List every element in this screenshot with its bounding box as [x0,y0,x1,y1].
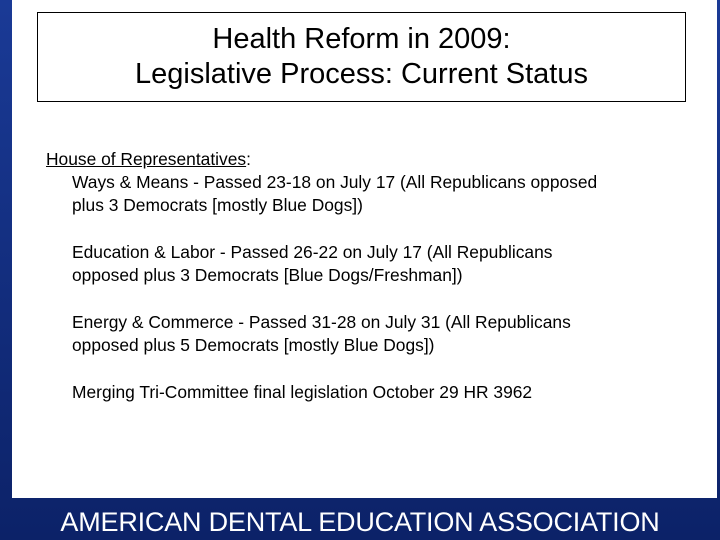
bullet-line: Ways & Means - Passed 23-18 on July 17 (All Republicans opposed [72,172,598,192]
section-heading-colon: : [246,149,251,169]
slide-title-line-2: Legislative Process: Current Status [135,58,588,90]
bullet-line: Merging Tri-Committee final legislation October 29 HR 3962 [72,382,533,402]
bullet-item-tri-committee [72,381,696,404]
section-heading-text: House of Representatives [46,149,247,169]
bullet-item-ways-means [72,171,696,217]
slide-body [46,148,696,404]
bullet-item-energy-commerce [72,311,696,357]
footer-organization-name: AMERICAN DENTAL EDUCATION ASSOCIATION [60,507,660,537]
bullet-line: Energy & Commerce - Passed 31-28 on July 31 (All Republicans [72,312,571,332]
footer-banner [0,504,720,540]
bullet-item-education-labor [72,241,696,287]
slide-title-line-1: Health Reform in 2009: [212,23,511,55]
bullet-line: Education & Labor - Passed 26-22 on July 17 (All Republicans [72,242,553,262]
bullet-line: plus 3 Democrats [mostly Blue Dogs]) [72,195,363,215]
section-heading [46,148,696,171]
bullet-line: opposed plus 5 Democrats [mostly Blue Dogs]) [72,335,435,355]
bullet-line: opposed plus 3 Democrats [Blue Dogs/Freshman]) [72,265,463,285]
title-box [37,12,686,102]
